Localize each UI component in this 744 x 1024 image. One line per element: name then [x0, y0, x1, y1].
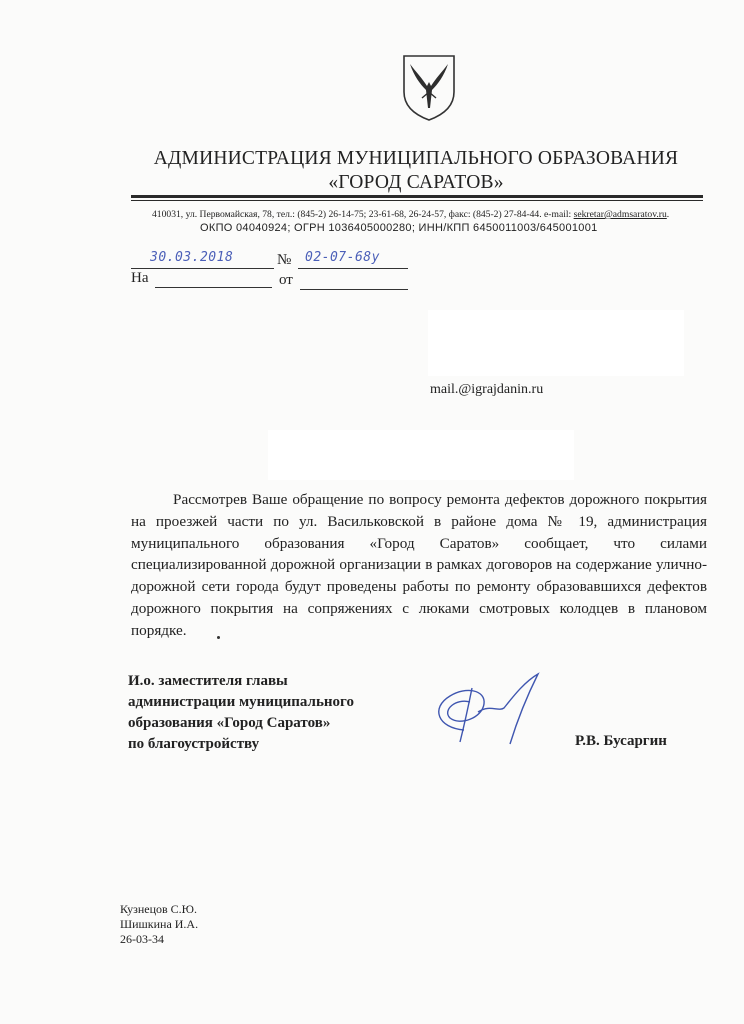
- from-underline: [300, 289, 408, 290]
- letter-body: [131, 489, 707, 642]
- registration-date: 30.03.2018: [150, 250, 234, 265]
- registration-number: 02-07-68у: [305, 250, 380, 265]
- contacts-address: 410031, ул. Первомайская, 78, тел.: (845-2) 26-14-75; 23-61-68, 26-24-57, факс: (845-2) 27-84-44. e-mail:: [152, 209, 574, 220]
- registration-number-label: №: [277, 252, 292, 268]
- reply-to-label: На: [131, 270, 149, 286]
- recipient-email: mail.@igrajdanin.ru: [430, 382, 544, 397]
- body-paragraph: Рассмотрев Ваше обращение по вопросу ремонта дефектов дорожного покрытия на проезжей части по ул. Васильковской в районе дома № 19, администрация муниципального образования «Город Саратов» сообщает, что силами специализированной дорожной организации в рамках договоров на содержание улично-дорожной сети города будут проведены работы по ремонту образовавшихся дефектов дорожного покрытия на сопряжениях с люками смотровых колодцев в плановом порядке.: [131, 491, 707, 639]
- handwritten-signature: [420, 668, 550, 758]
- saratov-coat-of-arms-icon: [400, 52, 458, 122]
- org-title-line1: АДМИНИСТРАЦИЯ МУНИЦИПАЛЬНОГО ОБРАЗОВАНИЯ: [153, 148, 679, 169]
- signer-position-line2: администрации муниципального: [128, 694, 354, 710]
- executor-line1: Кузнецов С.Ю.: [120, 902, 198, 916]
- stray-mark: [217, 636, 220, 639]
- letterhead-contacts: [152, 209, 692, 220]
- signer-position: [128, 671, 354, 755]
- redacted-salutation: [268, 430, 574, 480]
- letterhead-rule-thick: [131, 195, 703, 198]
- executor-line2: Шишкина И.А.: [120, 917, 199, 931]
- redacted-recipient: [428, 310, 684, 376]
- org-title-line2: «ГОРОД САРАТОВ»: [328, 172, 504, 193]
- date-underline: [131, 268, 274, 269]
- signer-position-line4: по благоустройству: [128, 736, 260, 752]
- from-label: от: [279, 272, 293, 288]
- executor-info: [120, 902, 198, 947]
- executor-phone: 26-03-34: [120, 932, 164, 946]
- signer-name: Р.В. Бусаргин: [575, 733, 667, 749]
- number-underline: [298, 268, 408, 269]
- signer-position-line3: образования «Город Саратов»: [128, 715, 331, 731]
- letterhead-codes: ОКПО 04040924; ОГРН 1036405000280; ИНН/КПП 6450011003/645001001: [200, 222, 598, 234]
- reply-to-underline: [155, 287, 272, 288]
- contacts-email: sekretar@admsaratov.ru: [573, 209, 667, 220]
- signer-position-line1: И.о. заместителя главы: [128, 673, 288, 689]
- letterhead-rule-thin: [131, 200, 703, 201]
- contacts-suffix: .: [666, 209, 670, 220]
